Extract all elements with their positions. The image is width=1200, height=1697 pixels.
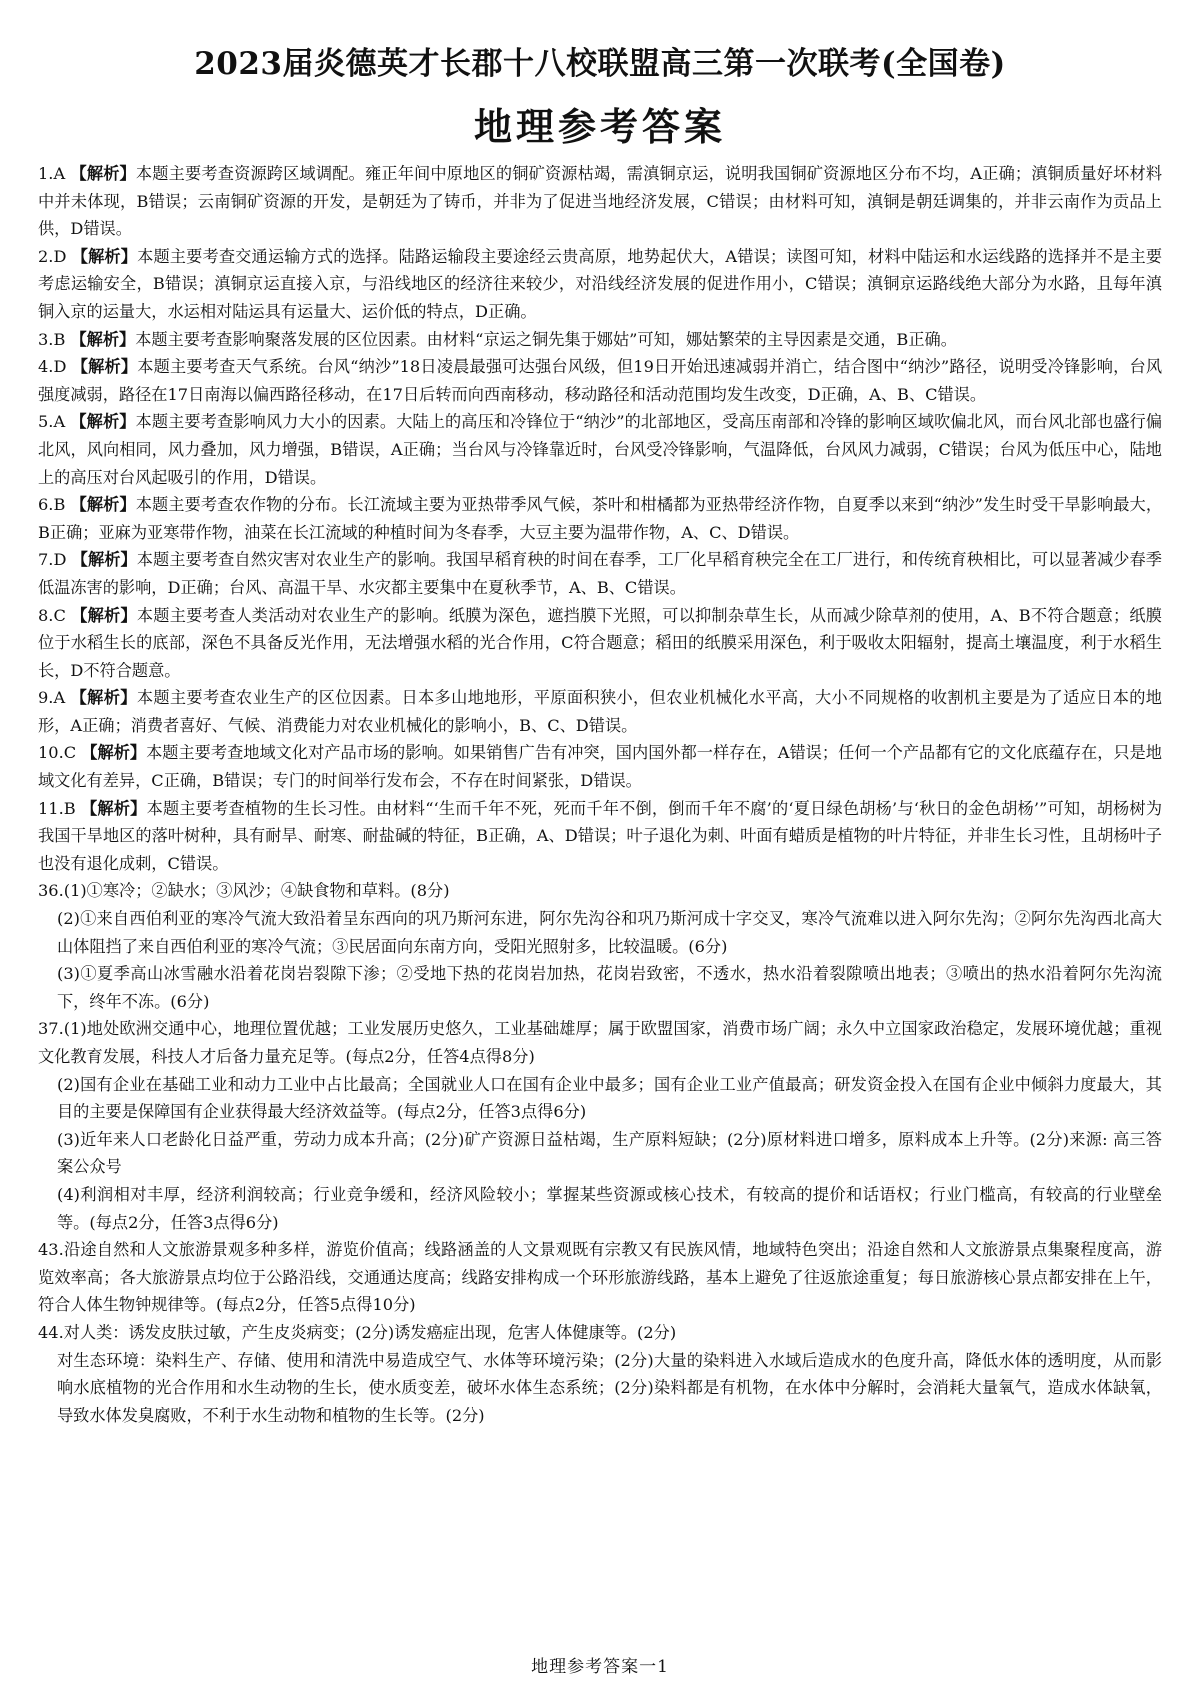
item-number: 10.C [38,743,77,763]
item-text: 本题主要考查天气系统。台风“纳沙”18日凌晨最强可达强台风级，但19日开始迅速减弱并消亡，结合图中“纳沙”路径，说明受冷锋影响，台风强度减弱，路径在17日南海以偏西路径移动，在17日后转而向西南移动，移动路径和活动范围均发生改变，D正确，A、B、C错误。 [38,357,1163,404]
item-number: 44. [38,1322,64,1342]
answer-item-4 [38,353,1162,408]
answer-part: (3)近年来人口老龄化日益严重，劳动力成本升高；(2分)矿产资源日益枯竭，生产原料短缺；(2分)原材料进口增多，原料成本上升等。(2分)来源: 高三答案公众号 [57,1129,1162,1177]
analysis-tag: 【解析】 [70,688,137,708]
item-text: 对人类：诱发皮肤过敏，产生皮炎病变；(2分)诱发癌症出现，危害人体健康等。(2分) [63,1322,677,1342]
answer-part: (3)①夏季高山冰雪融水沿着花岗岩裂隙下渗；②受地下热的花岗岩加热，花岗岩致密，不透水，热水沿着裂隙喷出地表；③喷出的热水沿着阿尔先沟流下，终年不冻。(6分) [57,964,1162,1011]
analysis-tag: 【解析】 [81,798,147,818]
item-number: 4.D [38,357,67,377]
answer-item-2 [38,243,1162,326]
analysis-tag: 【解析】 [71,246,138,266]
answer-item-3 [38,326,1162,354]
answer-item-10 [38,739,1162,794]
answer-item-7 [38,546,1162,601]
item-text: 沿途自然和人文旅游景观多种多样，游览价值高；线路涵盖的人文景观既有宗教又有民族风情，地域特色突出；沿途自然和人文旅游景点集聚程度高，游览效率高；各大旅游景点均位于公路沿线，交通通达度高；线路安排构成一个环形旅游线路，基本上避免了往返旅途重复；每日旅游核心景点都安排在上午，符合人体生物钟规律等。(每点2分，任答5点得10分) [38,1240,1162,1315]
item-text: 本题主要考查自然灾害对农业生产的影响。我国早稻育秧的时间在春季，工厂化早稻育秧完全在工厂进行，和传统育秧相比，可以显著减少春季低温冻害的影响，D正确；台风、高温干旱、水灾都主要集中在夏秋季节，A、B、C错误。 [38,550,1162,597]
answer-item-43 [38,1236,1162,1319]
page-subtitle: 地理参考答案 [473,105,726,149]
item-text: 本题主要考查农作物的分布。长江流域主要为亚热带季风气候，茶叶和柑橘都为亚热带经济作物，自夏季以来到“纳沙”发生时受干旱影响最大，B正确；亚麻为亚寒带作物，油菜在长江流域的种植时间为冬春季，大豆主要为温带作物，A、C、D错误。 [38,495,1163,542]
answer-item-8 [38,602,1162,685]
answer-part: (1)①寒冷；②缺水；③风沙；④缺食物和草料。(8分) [63,881,450,901]
analysis-tag: 【解析】 [81,743,147,763]
item-text: 本题主要考查影响聚落发展的区位因素。由材料“京运之铜先集于娜姑”可知，娜姑繁荣的主导因素是交通，B正确。 [135,329,957,349]
answer-item-11 [38,795,1162,878]
item-number: 37. [38,1019,64,1039]
page-footer: 地理参考答案一1 [531,1657,669,1677]
item-text: 本题主要考查影响风力大小的因素。大陆上的高压和冷锋位于“纳沙”的北部地区，受高压南部和冷锋的影响区域吹偏北风，而台风北部也盛行偏北风，风向相同，风力叠加，风力增强，B错误，A正确；当台风与冷锋靠近时，台风受冷锋影响，气温降低，台风风力减弱，C错误；台风为低压中心，陆地上的高压对台风起吸引的作用，D错误。 [38,412,1163,487]
answer-item-44 [38,1319,1162,1347]
item-number: 36. [38,881,64,901]
analysis-tag: 【解析】 [71,605,137,625]
answer-part: (2)①来自西伯利亚的寒冷气流大致沿着呈东西向的巩乃斯河东进，阿尔先沟谷和巩乃斯河成十字交叉，寒冷气流难以进入阿尔先沟；②阿尔先沟西北高大山体阻挡了来自西伯利亚的寒冷气流；③民居面向东南方向，受阳光照射多，比较温暖。(6分) [57,909,1162,956]
analysis-tag: 【解析】 [70,495,136,515]
item-number: 2.D [38,246,67,266]
analysis-tag: 【解析】 [71,357,138,377]
answer-part: 对生态环境：染料生产、存储、使用和清洗中易造成空气、水体等环境污染；(2分)大量的染料进入水域后造成水的色度升高，降低水体的透明度，从而影响水底植物的光合作用和水生动物的生长，使水质变差，破坏水体生态系统；(2分)染料都是有机物，在水体中分解时，会消耗大量氧气，造成水体缺氧，导致水体发臭腐败，不利于水生动物和植物的生长等。(2分) [57,1350,1162,1425]
item-number: 6.B [38,495,66,515]
answer-item-36 [38,877,1162,905]
item-number: 7.D [38,550,67,570]
answer-part: (4)利润相对丰厚，经济利润较高；行业竞争缓和，经济风险较小；掌握某些资源或核心技术，有较高的提价和话语权；行业门槛高，有较高的行业壁垒等。(每点2分，任答3点得6分) [57,1184,1162,1232]
answer-part: (2)国有企业在基础工业和动力工业中占比最高；全国就业人口在国有企业中最多；国有企业工业产值最高；研发资金投入在国有企业中倾斜力度最大，其目的主要是保障国有企业获得最大经济效益等。(每点2分，任答3点得6分) [57,1074,1162,1122]
item-number: 9.A [38,688,66,708]
item-number: 5.A [38,412,66,432]
item-text: 本题主要考查地域文化对产品市场的影响。如果销售广告有冲突，国内国外都一样存在，A错误；任何一个产品都有它的文化底蕴存在，只是地域文化有差异，C正确，B错误；专门的时间举行发布会，不存在时间紧张，D错误。 [38,743,1162,791]
analysis-tag: 【解析】 [70,164,136,183]
analysis-tag: 【解析】 [70,329,136,349]
analysis-tag: 【解析】 [71,550,137,570]
page-title: 2023届炎德英才长郡十八校联盟高三第一次联考(全国卷) [194,46,1006,82]
answer-content [38,160,1162,1429]
item-text: 本题主要考查交通运输方式的选择。陆路运输段主要途经云贵高原，地势起伏大，A错误；读图可知，材料中陆运和水运线路的选择并不是主要考虑运输安全，B错误；滇铜京运直接入京，与沿线地区的经济往来较少，对沿线经济发展的促进作用小，C错误；滇铜京运路线绝大部分为水路，且每年滇铜入京的运量大，水运相对陆运具有运量大、运价低的特点，D正确。 [38,246,1163,321]
item-number: 11.B [38,798,76,818]
answer-item-37 [38,1015,1162,1070]
item-text: 本题主要考查资源跨区域调配。雍正年间中原地区的铜矿资源枯竭，需滇铜京运，说明我国铜矿资源地区分布不均，A正确；滇铜质量好坏材料中并未体现，B错误；云南铜矿资源的开发，是朝廷为了铸币，并非为了促进当地经济发展，C错误；由材料可知，滇铜是朝廷调集的，并非云南作为贡品上供，D错误。 [38,164,1163,239]
answer-item-6 [38,491,1162,546]
answer-item-9 [38,684,1162,739]
answer-item-1 [38,160,1162,243]
item-number: 43. [38,1240,64,1260]
analysis-tag: 【解析】 [70,412,136,432]
answer-part: (1)地处欧洲交通中心，地理位置优越；工业发展历史悠久，工业基础雄厚；属于欧盟国家，消费市场广阔；永久中立国家政治稳定，发展环境优越；重视文化教育发展，科技人才后备力量充足等。(每点2分，任答4点得8分) [38,1019,1162,1066]
answer-item-5 [38,408,1162,491]
item-text: 本题主要考查农业生产的区位因素。日本多山地地形，平原面积狭小，但农业机械化水平高，大小不同规格的收割机主要是为了适应日本的地形，A正确；消费者喜好、气候、消费能力对农业机械化的影响小，B、C、D错误。 [38,688,1162,735]
item-text: 本题主要考查人类活动对农业生产的影响。纸膜为深色，遮挡膜下光照，可以抑制杂草生长，从而减少除草剂的使用，A、B不符合题意；纸膜位于水稻生长的底部，深色不具备反光作用，无法增强水稻的光合作用，C符合题意；稻田的纸膜采用深色，利于吸收太阳辐射，提高土壤温度，利于水稻生长，D不符合题意。 [38,605,1162,680]
item-number: 1.A [38,164,66,183]
item-number: 8.C [38,605,66,625]
item-text: 本题主要考查植物的生长习性。由材料“‘生而千年不死，死而千年不倒，倒而千年不腐’的‘夏日绿色胡杨’与‘秋日的金色胡杨’”可知，胡杨树为我国干旱地区的落叶树种，具有耐旱、耐寒、耐盐碱的特征，B正确，A、D错误；叶子退化为刺、叶面有蜡质是植物的叶片特征，并非生长习性，且胡杨叶子也没有退化成刺，C错误。 [38,798,1163,873]
item-number: 3.B [38,329,66,349]
